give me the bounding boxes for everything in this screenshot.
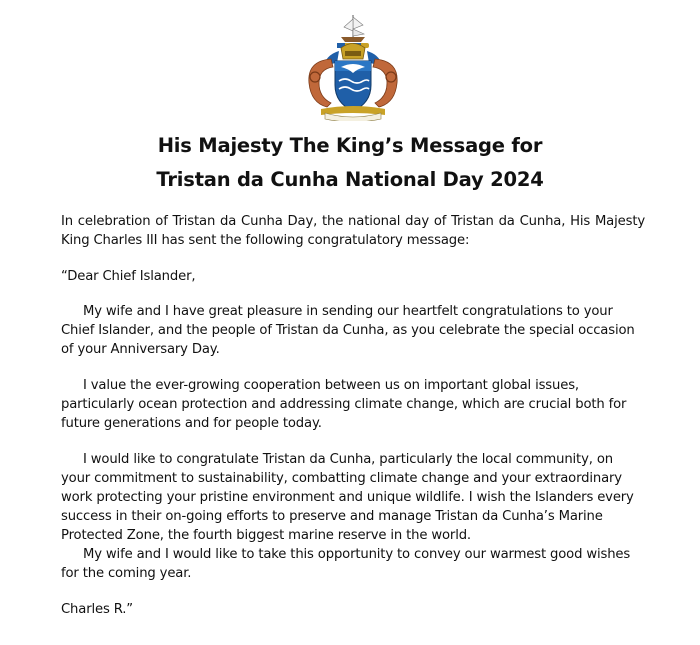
salutation: “Dear Chief Islander,	[61, 269, 196, 284]
intro-paragraph: In celebration of Tristan da Cunha Day, the national day of Tristan da Cunha, His Majesty King Charles III has sent the following congratulatory message:	[61, 214, 645, 248]
signature: Charles R.”	[61, 602, 133, 617]
page-title-line-1: His Majesty The King’s Message for	[157, 134, 543, 157]
message-paragraph-4: My wife and I would like to take this opportunity to convey our warmest good wishes for the coming year.	[61, 547, 631, 581]
page-title-line-2: Tristan da Cunha National Day 2024	[156, 168, 544, 191]
message-paragraph-1: My wife and I have great pleasure in sending our heartfelt congratulations to your Chief Islander, and the people of Tristan da Cunha, as you celebrate the special occasion of your Anniversary Day.	[61, 304, 635, 357]
message-paragraph-3: I would like to congratulate Tristan da Cunha, particularly the local community, on your commitment to sustainability, combatting climate change and your extraordinary work protecting your pristine environment and unique wildlife. I wish the Islanders every success in their on-going efforts to preserve and manage Tristan da Cunha’s Marine Protected Zone, the fourth biggest marine reserve in the world.	[61, 452, 634, 543]
coat-of-arms-icon	[301, 11, 405, 121]
message-paragraph-2: I value the ever-growing cooperation between us on important global issues, particularly ocean protection and addressing climate change, which are crucial both for future generations and for people today.	[61, 378, 627, 431]
